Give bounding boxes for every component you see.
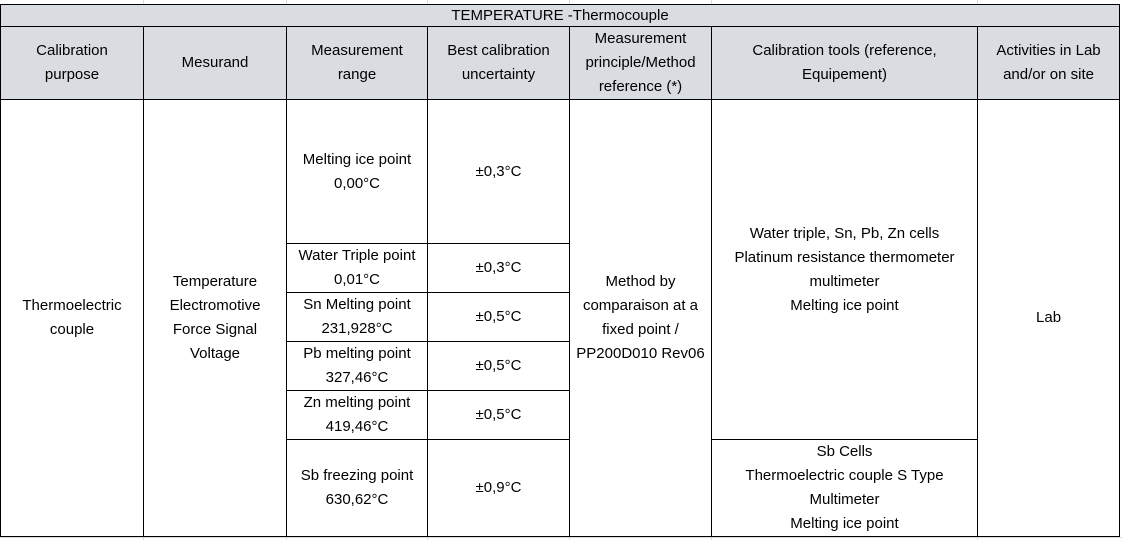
header-mesurand: Mesurand [144,27,287,100]
cell-range: Zn melting point 419,46°C [287,391,428,440]
header-calibration-purpose: Calibration purpose [1,27,144,100]
cell-uncertainty: ±0,3°C [428,244,570,293]
header-activities: Activities in Lab and/or on site [978,27,1120,100]
cell-uncertainty: ±0,5°C [428,391,570,440]
cell-uncertainty: ±0,3°C [428,100,570,244]
cell-uncertainty: ±0,9°C [428,440,570,537]
cell-method: Method by comparaison at a fixed point / PP200D010 Rev06 [570,100,712,537]
header-calibration-tools: Calibration tools (reference, Equipement) [712,27,978,100]
cell-activity: Lab [978,100,1120,537]
cell-range: Water Triple point 0,01°C [287,244,428,293]
cell-tools-cells: Water triple, Sn, Pb, Zn cells Platinum resistance thermometer multimeter Melting ice point [712,100,978,440]
header-method-reference: Measurement principle/Method reference (*) [570,27,712,100]
grid-line [0,537,1122,538]
cell-range: Sb freezing point 630,62°C [287,440,428,537]
header-best-uncertainty: Best calibration uncertainty [428,27,570,100]
cell-range: Melting ice point 0,00°C [287,100,428,244]
cell-tools-sb: Sb Cells Thermoelectric couple S Type Multimeter Melting ice point [712,440,978,537]
cell-range: Pb melting point 327,46°C [287,342,428,391]
cell-uncertainty: ±0,5°C [428,293,570,342]
cell-range: Sn Melting point 231,928°C [287,293,428,342]
cell-mesurand: Temperature Electromotive Force Signal Voltage [144,100,287,537]
cell-uncertainty: ±0,5°C [428,342,570,391]
table-row [1,100,1120,244]
thermocouple-calibration-table [0,4,1120,537]
header-measurement-range: Measurement range [287,27,428,100]
table-title: TEMPERATURE -Thermocouple [1,5,1120,27]
cell-calibration-purpose: Thermoelectric couple [1,100,144,537]
